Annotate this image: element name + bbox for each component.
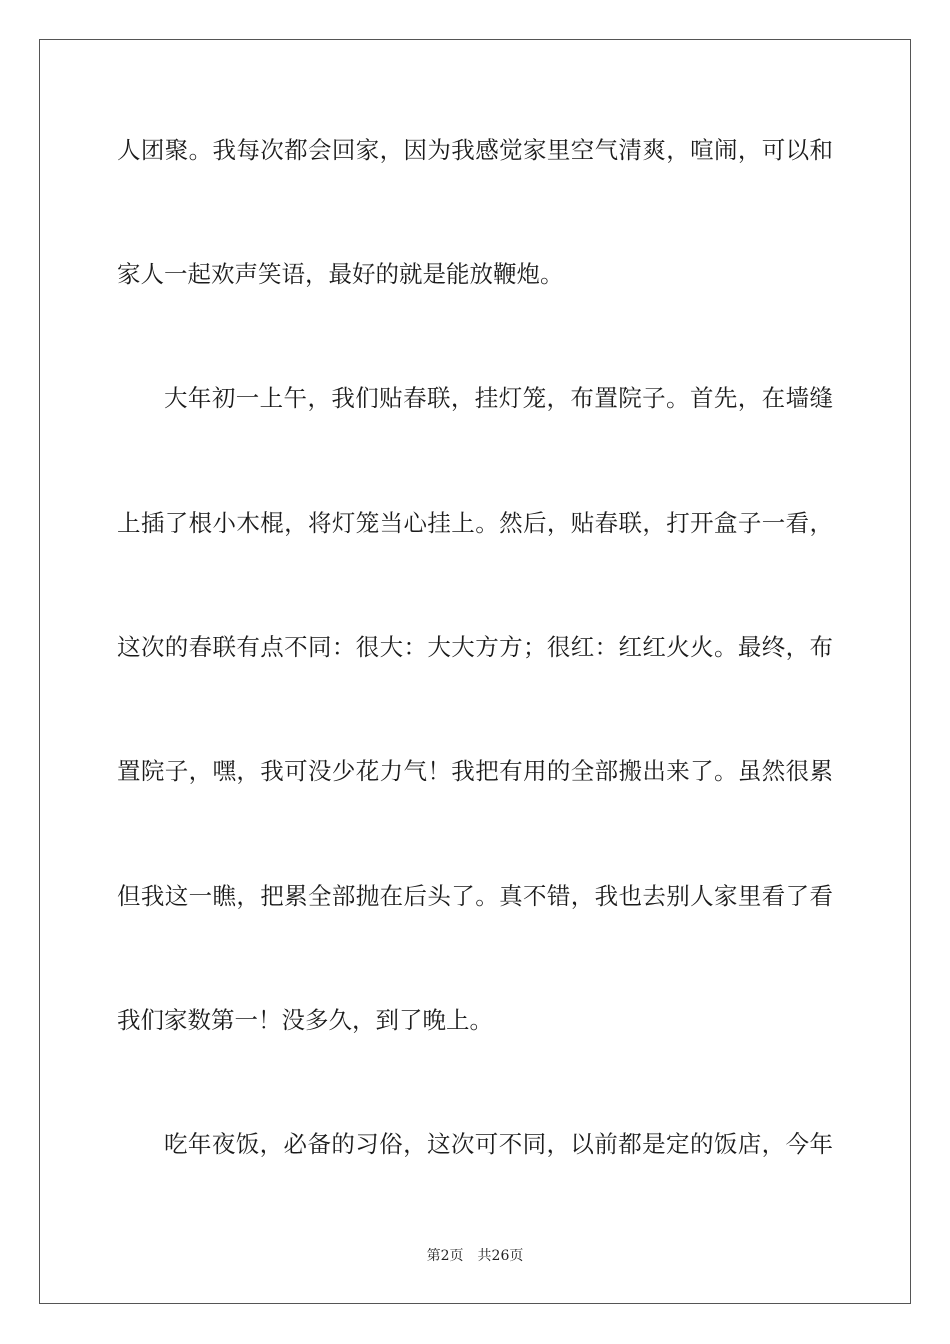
total-pages: 共26页 (477, 1248, 524, 1264)
body-line-5: 这次的春联有点不同：很大：大大方方；很红：红红火火。最终，布 (117, 633, 833, 661)
paragraph-start-line-3: 大年初一上午，我们贴春联，挂灯笼，布置院子。首先，在墙缝 (164, 384, 833, 412)
body-line-4: 上插了根小木棍，将灯笼当心挂上。然后，贴春联，打开盒子一看， (117, 509, 833, 537)
page-border (39, 39, 911, 1304)
page-footer (0, 1246, 950, 1266)
paragraph-start-line-9: 吃年夜饭，必备的习俗，这次可不同，以前都是定的饭店，今年 (164, 1130, 833, 1158)
body-line-7: 但我这一瞧，把累全部抛在后头了。真不错，我也去别人家里看了看 (117, 882, 833, 910)
body-line-2: 家人一起欢声笑语，最好的就是能放鞭炮。 (117, 260, 564, 288)
body-line-6: 置院子，嘿，我可没少花力气！我把有用的全部搬出来了。虽然很累 (117, 757, 833, 785)
page-number: 第2页 (426, 1248, 464, 1264)
body-line-1: 人团聚。我每次都会回家，因为我感觉家里空气清爽，喧闹，可以和 (117, 136, 833, 164)
body-line-8: 我们家数第一！没多久，到了晚上。 (117, 1006, 493, 1034)
